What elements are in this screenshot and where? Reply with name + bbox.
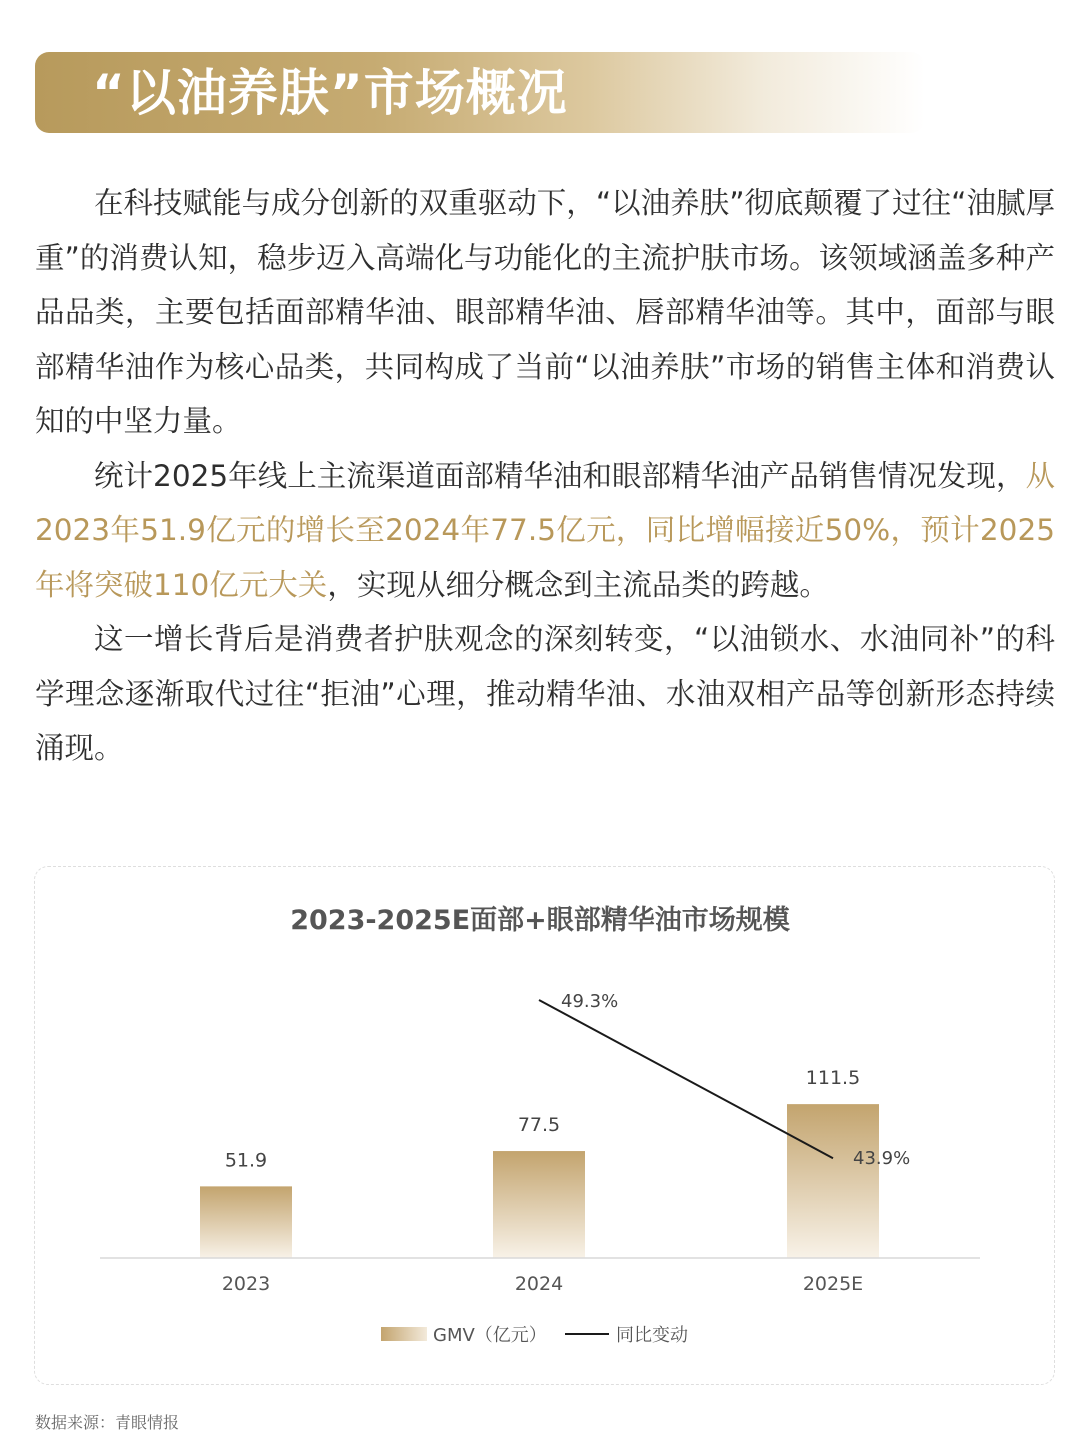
yoy-value-label: 43.9% [853, 1148, 911, 1170]
x-tick-label: 2023 [221, 1273, 271, 1295]
paragraph-2-lead: 统计2025年线上主流渠道面部精华油和眼部精华油产品销售情况发现， [94, 458, 1026, 493]
line-layer [539, 1000, 833, 1158]
bar-value-label: 51.9 [224, 1149, 268, 1172]
bar-2025E [787, 1104, 879, 1258]
bar-2024 [493, 1151, 585, 1258]
data-source-note: 数据来源：青眼情报 [35, 1413, 180, 1432]
paragraph-3: 这一增长背后是消费者护肤观念的深刻转变，“以油锁水、水油同补”的科学理念逐渐取代过往“拒油”心理，推动精华油、水油双相产品等创新形态持续涌现。 [35, 622, 1055, 765]
legend-label-gmv: GMV（亿元） [433, 1325, 547, 1346]
legend-swatch-gmv [381, 1327, 427, 1341]
chart-title: 2023-2025E面部+眼部精华油市场规模 [290, 905, 790, 936]
legend-label-yoy: 同比变动 [616, 1325, 688, 1346]
paragraph-2-highlight: 从2023年51.9亿元的增长至2024年77.5亿元，同比增幅接近50%，预计2025年将突破110亿元大关 [35, 458, 1055, 602]
x-tick-label: 2025E [802, 1273, 864, 1295]
yoy-line [539, 1000, 833, 1158]
paragraph-2-tail: ，实现从细分概念到主流品类的跨越。 [327, 567, 829, 602]
bar-2023 [200, 1186, 292, 1258]
yoy-value-label: 49.3% [561, 991, 619, 1012]
paragraph-1: 在科技赋能与成分创新的双重驱动下，“以油养肤”彻底颠覆了过往“油腻厚重”的消费认知，稳步迈入高端化与功能化的主流护肤市场。该领域涵盖多种产品品类，主要包括面部精华油、眼部精华油、唇部精华油等。其中，面部与眼部精华油作为核心品类，共同构成了当前“以油养肤”市场的销售主体和消费认知的中坚力量。 [35, 186, 1055, 438]
x-tick-label: 2024 [514, 1273, 564, 1295]
bar-value-label: 111.5 [805, 1067, 861, 1090]
page-title: “以油养肤”市场概况 [92, 64, 568, 122]
chart-legend [381, 1325, 688, 1346]
bar-value-label: 77.5 [517, 1114, 561, 1137]
